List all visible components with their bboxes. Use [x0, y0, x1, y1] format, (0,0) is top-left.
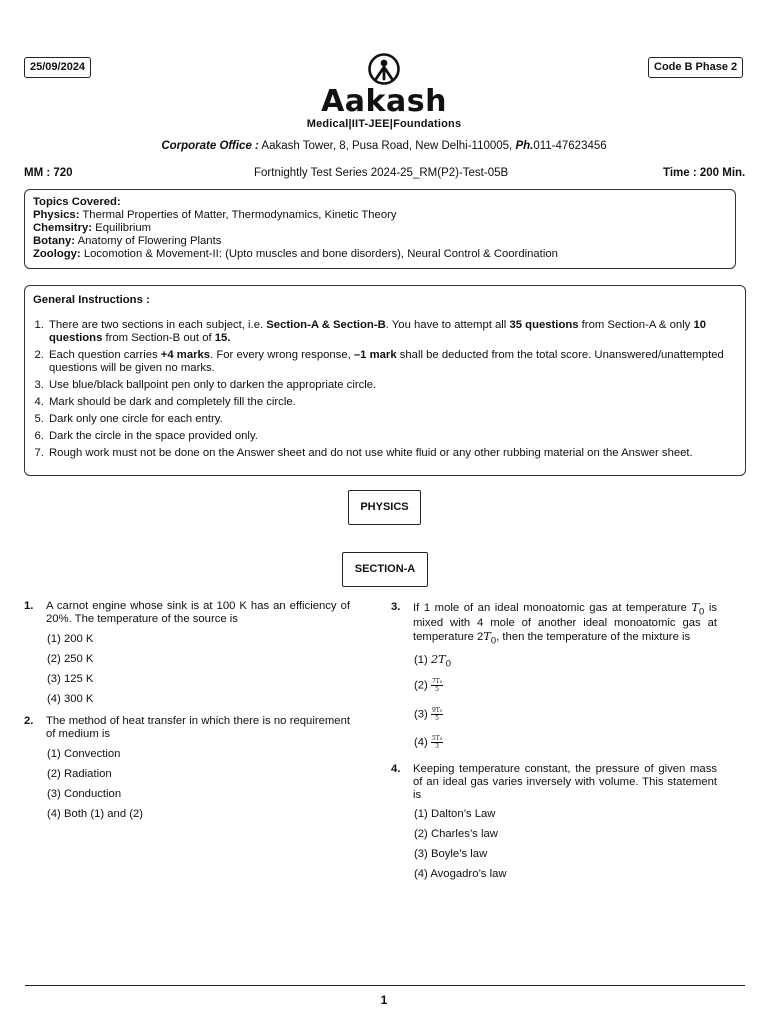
topic-text: Anatomy of Flowering Plants	[75, 235, 222, 247]
brand-logo	[0, 52, 768, 131]
topic-label: Zoology:	[33, 248, 81, 260]
option[interactable]: (3) Boyle’s law	[414, 848, 488, 860]
instruction-item: 6. Dark the circle in the space provided only.	[47, 430, 737, 443]
instruction-item: 1. There are two sections in each subject, i.e. Section-A & Section-B. You have to attempt all 35 questions from Section-A & only 10 questions from Section-B out of 15.	[47, 319, 737, 345]
option[interactable]: (2) $\frac{\text{7T₀}}{5}$	[414, 678, 443, 693]
test-name: Fortnightly Test Series 2024-25_RM(P2)-Test-05B	[254, 167, 509, 179]
option[interactable]: (4) Avogadro’s law	[414, 868, 507, 880]
topics-box	[24, 189, 736, 269]
topic-label: Physics:	[33, 209, 80, 221]
instruction-item: 2. Each question carries +4 marks. For every wrong response, –1 mark shall be deducted from the total score. Unanswered/unattempted questions will be given no marks.	[47, 349, 737, 375]
fraction: $\frac{\text{5T₀}}{3}$	[431, 735, 443, 750]
question-number: 4.	[391, 763, 401, 775]
max-marks: MM : 720	[24, 167, 73, 179]
option[interactable]: (1) Convection	[47, 748, 121, 760]
question-text: Keeping temperature constant, the pressure of given mass of an ideal gas varies inversely with volume. This statement is	[413, 763, 717, 801]
instruction-item: 4. Mark should be dark and completely fill the circle.	[47, 396, 737, 409]
time-limit: Time : 200 Min.	[663, 167, 746, 179]
topics-title: Topics Covered:	[33, 196, 121, 208]
section-heading: SECTION-A	[342, 552, 428, 587]
topic-zoology	[33, 248, 727, 261]
corporate-office-line	[0, 140, 768, 152]
topic-label: Botany:	[33, 235, 76, 247]
page-number: 1	[380, 993, 388, 1007]
option[interactable]: (2) Radiation	[47, 768, 112, 780]
option[interactable]: (1) 200 K	[47, 633, 94, 645]
option[interactable]: (4) $\frac{\text{5T₀}}{3}$	[414, 735, 443, 750]
question-text: A carnot engine whose sink is at 100 K has an efficiency of 20%. The temperature of the source is	[46, 600, 350, 625]
option[interactable]: (2) Charles’s law	[414, 828, 498, 840]
office-label: Corporate Office :	[161, 140, 259, 152]
question-1	[24, 600, 350, 626]
fraction: $\frac{\text{9T₀}}{5}$	[431, 707, 443, 722]
topic-label: Chemsitry:	[33, 222, 93, 234]
question-number: 1.	[24, 600, 34, 612]
topic-physics	[33, 209, 727, 222]
option[interactable]: (1) $2T_0$	[414, 653, 451, 669]
phone-number: 011-47623456	[533, 140, 607, 152]
brand-tagline: Medical|IIT-JEE|Foundations	[306, 118, 462, 130]
date-label: 25/09/2024	[24, 57, 91, 78]
phone-label: Ph.	[515, 140, 534, 152]
subject-heading: PHYSICS	[348, 490, 421, 525]
brand-name: Aakash	[321, 84, 447, 119]
general-instructions-box	[24, 285, 746, 476]
option[interactable]: (3) Conduction	[47, 788, 122, 800]
question-text: The method of heat transfer in which there is no requirement of medium is	[46, 715, 350, 740]
instruction-item: 3. Use blue/black ballpoint pen only to darken the appropriate circle.	[47, 379, 737, 392]
instructions-title: General Instructions :	[33, 294, 150, 306]
aakash-emblem-icon	[366, 52, 402, 86]
question-2	[24, 715, 350, 741]
instruction-item: 7. Rough work must not be done on the Answer sheet and do not use white fluid or any other rubbing material on the Answer sheet.	[47, 447, 737, 460]
code-label: Code B Phase 2	[648, 57, 743, 78]
topic-chemistry	[33, 222, 727, 235]
question-number: 2.	[24, 715, 34, 727]
question-3	[391, 601, 717, 647]
instructions-list	[33, 319, 737, 460]
topic-botany	[33, 235, 727, 248]
question-text: If 1 mole of an ideal monoatomic gas at temperature $T_0$ is mixed with 4 mole of another ideal monoatomic gas at temperature $2T_0$, then the temperature of the mixture is	[413, 601, 717, 646]
footer-divider	[25, 985, 745, 986]
option[interactable]: (4) 300 K	[47, 693, 94, 705]
option[interactable]: (3) $\frac{\text{9T₀}}{5}$	[414, 707, 443, 722]
option[interactable]: (1) Dalton’s Law	[414, 808, 496, 820]
topic-text: Equilibrium	[92, 222, 152, 234]
topic-text: Locomotion & Movement-II: (Upto muscles and bone disorders), Neural Control & Coordination	[80, 248, 558, 260]
option[interactable]: (2) 250 K	[47, 653, 94, 665]
office-address: Aakash Tower, 8, Pusa Road, New Delhi-110005,	[258, 140, 516, 152]
question-number: 3.	[391, 601, 401, 613]
fraction: $\frac{\text{7T₀}}{5}$	[431, 678, 443, 693]
option[interactable]: (3) 125 K	[47, 673, 94, 685]
question-4	[391, 763, 717, 802]
option[interactable]: (4) Both (1) and (2)	[47, 808, 144, 820]
topic-text: Thermal Properties of Matter, Thermodynamics, Kinetic Theory	[79, 209, 397, 221]
instruction-item: 5. Dark only one circle for each entry.	[47, 413, 737, 426]
